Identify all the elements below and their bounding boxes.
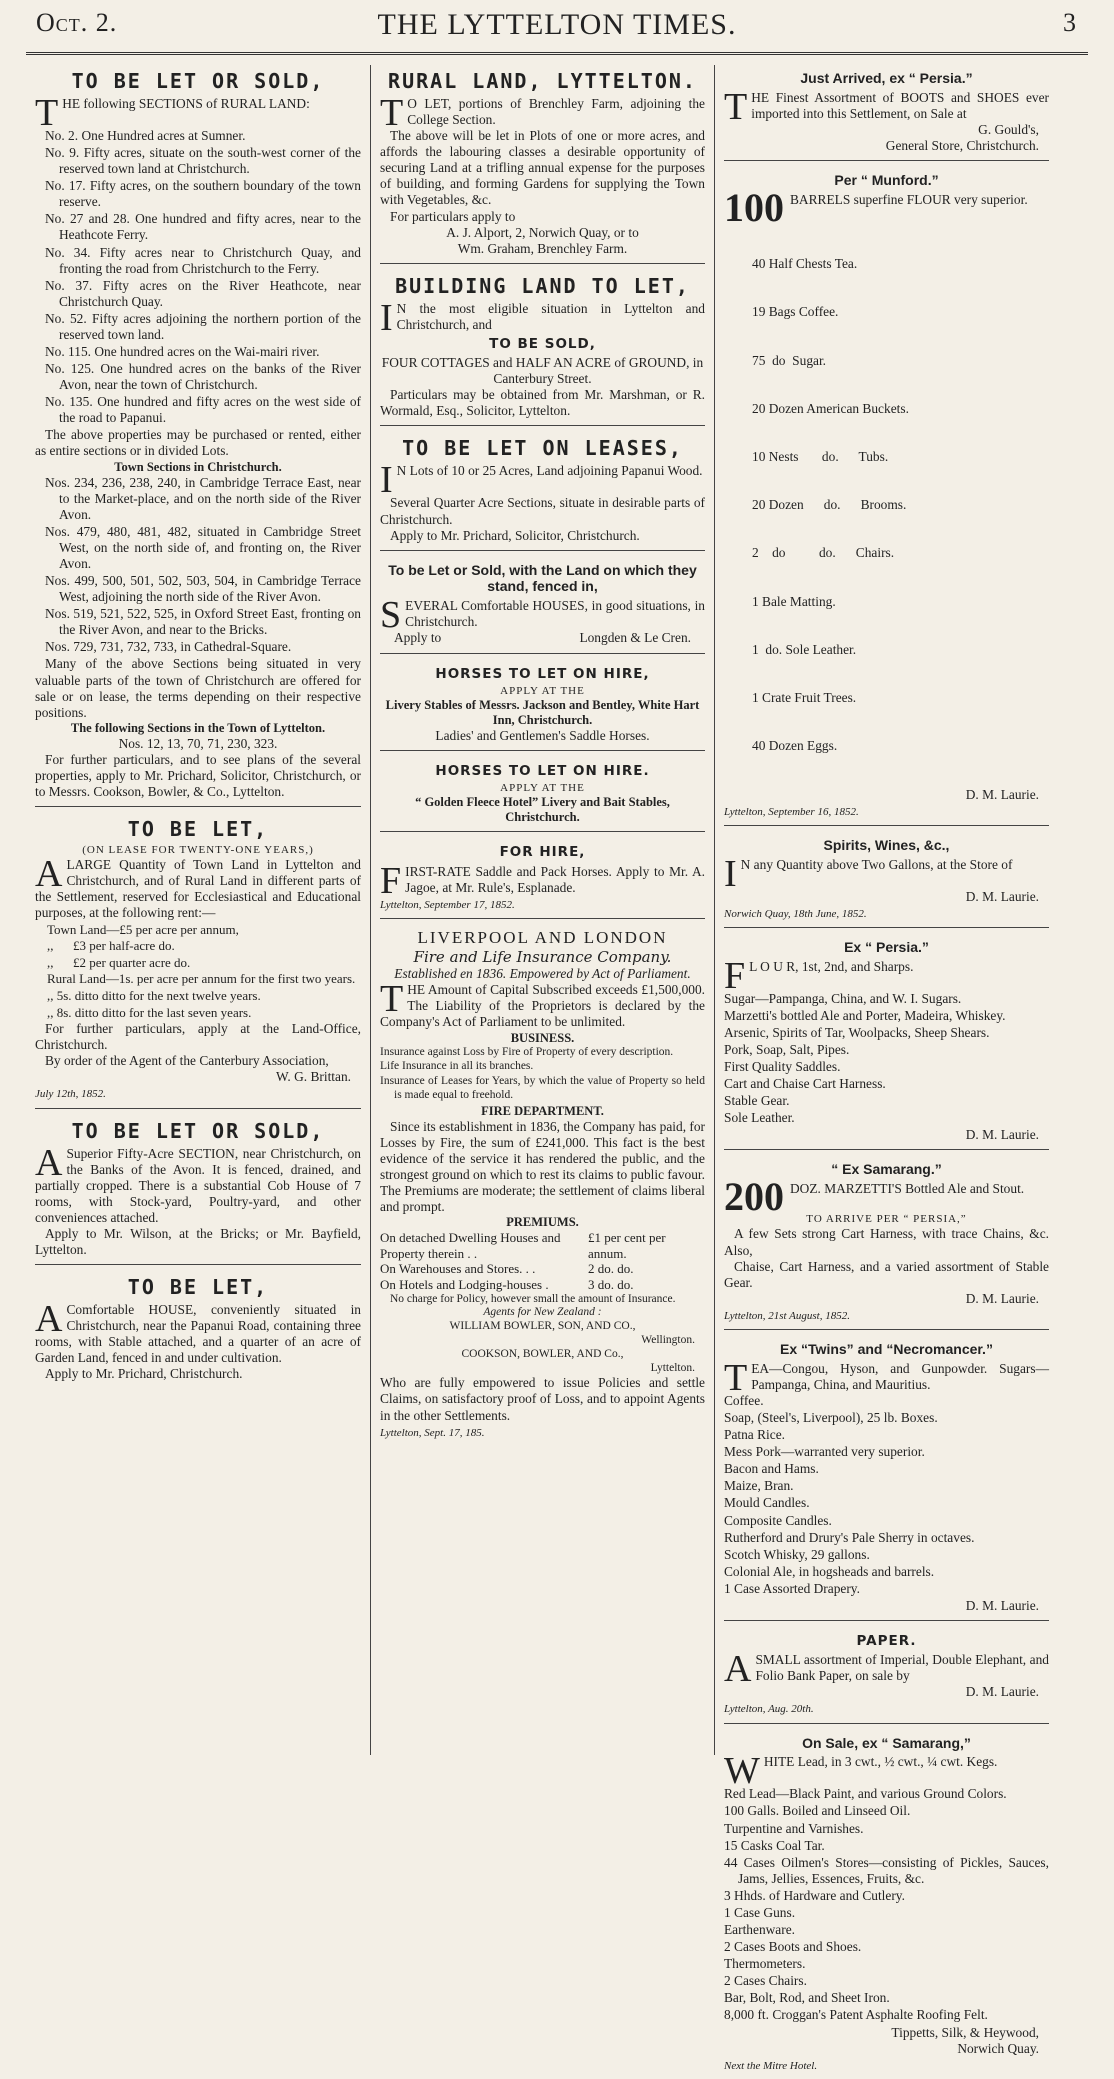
list-item: Patna Rice. [724,1427,785,1443]
issue-date: Oct. 2. [36,8,118,37]
list-item: Sole Leather. [724,1110,795,1126]
agent-location: Lyttelton. [650,1361,695,1374]
drop-cap: T [724,1356,748,1399]
ad-subheading: The following Sections in the Town of Lyttelton. [70,720,326,735]
list-item: 15 Casks Coal Tar. [724,1837,825,1853]
ad-paragraph: For further particulars, and to see plans of the several properties, apply to Mr. Prichard, Solicitor, Christchurch, or to Messrs. Cookson, Bowler, & Co., Lyttelton. [35,751,361,799]
rent-item: Rural Land—1s. per acre per annum for the first two years. [47,971,356,987]
list-item: No. 17. Fifty acres, on the southern boundary of the town reserve. [45,178,361,210]
drop-cap: A [35,1298,63,1341]
drop-cap: T [380,92,404,134]
ad-heading: Spirits, Wines, &c., [823,836,950,853]
list-item: 44 Cases Oilmen's Stores—consisting of Pickles, Sauces, Jams, Jellies, Essences, Fruits, &c. [724,1854,1049,1886]
list-item: 1 Case Assorted Drapery. [724,1580,860,1596]
list-item: Nos. 519, 521, 522, 525, in Oxford Street East, fronting on the River Avon, and near to the Bricks. [45,606,361,638]
column-2 [370,65,714,1755]
ad-body: DOZ. MARZETTI'S Bottled Ale and Stout. [790,1181,1025,1197]
ad-paragraph: A few Sets strong Cart Harness, with trace Chains, &c. Also, [724,1226,1049,1258]
ad-subheading: TO ARRIVE PER “ PERSIA,” [806,1213,967,1226]
ad-paragraph: The above properties may be purchased or rented, either as entire sections or in divided Lots. [35,427,361,459]
list-item: Red Lead—Black Paint, and various Ground Colors. [724,1786,1007,1802]
list-item: Bar, Bolt, Rod, and Sheet Iron. [724,1990,890,2006]
ad-subheading: TO BE SOLD, [489,335,596,352]
list-item: 20 Dozen do. Brooms. [752,497,907,513]
table-cell: 3 do. do. [588,1277,634,1292]
list-item: 2 Cases Boots and Shoes. [724,1939,862,1955]
list-item: 100 Galls. Boiled and Linseed Oil. [724,1803,911,1819]
list-item: 1 Case Guns. [724,1904,796,1920]
ad-contact-line [380,630,705,646]
rent-item: ,, 5s. ditto ditto for the next twelve years. [47,987,261,1003]
ad-heading: HORSES TO LET ON HIRE. [435,762,650,779]
list-item: Mess Pork—warranted very superior. [724,1444,925,1460]
columns [26,65,1088,2072]
drop-cap: I [724,852,737,895]
ad-ex-samarang-ale [724,1156,1049,1330]
drop-cap: I [380,459,393,502]
ad-heading: Ex “Twins” and “Necromancer.” [780,1341,993,1358]
ad-ex-persia [724,934,1049,1151]
ad-heading: PAPER. [856,1633,917,1649]
ad-body: L O U R, 1st, 2nd, and Sharps. [749,958,914,974]
list-item: Nos. 479, 480, 481, 482, situated in Cambridge Street West, on the north side of, and fronting on, the River Avon. [45,523,361,571]
ad-heading: Ex “ Persia.” [844,938,929,955]
list-item: 10 Nests do. Tubs. [752,449,889,464]
list-item: No. 125. One hundred acres on the banks of the River Avon, near the town of Christchurch. [45,361,361,393]
drop-cap: A [724,1648,752,1691]
established: Established en 1836. Empowered by Act of Parliament. [394,966,691,982]
ad-paragraph: For particulars apply to [390,208,516,224]
ad-heading: “ Ex Samarang.” [831,1161,942,1178]
ad-body: N the most eligible situation in Lyttelton and Christchurch, and [396,300,705,332]
ad-subheading: FIRE DEPARTMENT. [481,1103,604,1118]
list-item: 75 do Sugar. [752,352,827,368]
list-item: No. 9. Fifty acres, situate on the south-west corner of the reserved town land at Christchurch. [45,145,361,177]
signature: D. M. Laurie. [965,1684,1039,1700]
signature: Norwich Quay. [957,2040,1039,2056]
ad-contact: Wm. Graham, Brenchley Farm. [457,240,628,256]
list-item: Nos. 234, 236, 238, 240, in Cambridge Terrace East, near to the Market-place, and on the north side of the River Avon. [45,474,361,522]
list-item: Maize, Bran. [724,1478,794,1494]
drop-cap: T [380,978,404,1021]
drop-cap: F [724,954,746,997]
ad-paragraph: Particulars may be obtained from Mr. Marshman, or R. Wormald, Esq., Solicitor, Lyttelton. [380,387,705,419]
column-1 [26,65,370,1755]
ad-date: Lyttelton, Aug. 20th. [724,1703,814,1716]
ad-heading: BUILDING LAND TO LET, [395,273,690,298]
ad-body: LARGE Quantity of Town Land in Lyttelton and Christchurch, and of Rural Land in different parts of the Settlement, reserved for Ecclesiastical and Educational purposes, at the following rent:— [35,857,361,921]
list-item: Pork, Soap, Salt, Pipes. [724,1042,850,1057]
list-item: No. 135. One hundred and fifty acres on the west side of the road to Papanui. [45,394,361,426]
ad-rural-land-sale [35,65,361,807]
ad-rural-land-lyttelton [380,65,705,264]
table-row [380,1230,705,1261]
ad-paragraph: The above will be let in Plots of one or more acres, and affords the labouring classes a desirable opportunity of securing Land at a trifling annual expense for the purposes of building, and forming Gardens for supplying the Town with Vegetables, &c. [380,128,705,208]
ad-spirits-wines [724,832,1049,928]
list-item: Scotch Whisky, 29 gallons. [724,1546,870,1562]
drop-cap: F [380,859,402,902]
ad-paragraph: Since its establishment in 1836, the Company has paid, for Losses by Fire, the sum of £241,000. This fact is the best evidence of the service it has rendered the public, and the strongest ground on which to rest its claims to public favour. The Premiums are moderate; the settlement of claims liberal and prompt. [380,1118,706,1215]
ad-date: Lyttelton, September 17, 1852. [380,898,515,911]
ad-heading: TO BE LET ON LEASES, [402,436,683,461]
goods-list [724,224,1049,787]
ad-heading: TO BE LET, [127,817,269,842]
list-item: Marzetti's bottled Ale and Porter, Madeira, Whiskey. [724,1007,1006,1023]
list-item: Mould Candles. [724,1495,810,1511]
ad-horses-hire-2 [380,757,705,832]
ad-heading: On Sale, ex “ Samarang,” [802,1734,971,1751]
table-row [380,1261,705,1277]
agent-name: WILLIAM BOWLER, SON, AND CO., [449,1320,636,1333]
list-item: Bacon and Hams. [724,1461,819,1477]
list-item: Rutherford and Drury's Pale Sherry in octaves. [724,1529,975,1545]
list-item: No. 52. Fifty acres adjoining the northern portion of the reserved town land. [45,310,361,342]
ad-heading: HORSES TO LET ON HIRE, [435,665,650,682]
section-list [35,128,361,426]
list-item: Earthenware. [724,1922,796,1938]
drop-cap: S [380,594,402,637]
list-item: Coffee. [724,1392,764,1408]
ad-subheading: PREMIUMS. [506,1215,579,1230]
town-section-list [35,475,361,656]
ad-footer: Next the Mitre Hotel. [724,2059,818,2072]
big-number: 100 [724,184,784,230]
contact-name: Longden & Le Cren. [579,630,691,646]
list-item: First Quality Saddles. [724,1059,841,1075]
ad-insurance [380,925,705,1446]
ad-horses-hire-1 [380,660,705,751]
list-item: Composite Candles. [724,1512,832,1528]
list-item: 20 Dozen American Buckets. [752,400,909,416]
ad-paragraph: Chaise, Cart Harness, and a varied assortment of Stable Gear. [724,1258,1049,1290]
ad-lease-land [35,813,361,1109]
table-cell: £1 per cent per annum. [588,1230,666,1261]
list-item: Insurance of Leases for Years, by which the value of Property so held is made equal to freehold. [380,1075,705,1101]
ad-heading: RURAL LAND, LYTTELTON. [388,69,697,93]
list-item: 3 Hhds. of Hardware and Cutlery. [724,1887,905,1903]
ad-houses-let-or-sold [380,557,705,654]
ad-paragraph: For further particulars, apply at the Land-Office, Christchurch. [35,1021,361,1053]
ad-paragraph: Apply to Mr. Wilson, at the Bricks; or Mr. Bayfield, Lyttelton. [35,1226,361,1258]
premiums-table [380,1230,705,1292]
ad-subheading: APPLY AT THE [500,684,585,697]
ad-contact: A. J. Alport, 2, Norwich Quay, or to [446,224,639,240]
ad-body: O LET, portions of Brenchley Farm, adjoining the College Section. [407,96,705,128]
column-3 [714,65,1058,2072]
ad-paragraph: Ladies' and Gentlemen's Saddle Horses. [435,727,650,743]
ad-heading: TO BE LET OR SOLD, [71,1118,325,1143]
company-name: Fire and Life Insurance Company. [413,948,672,967]
big-number: 200 [724,1174,784,1220]
ad-munford [724,167,1049,826]
ad-body: Livery Stables of Messrs. Jackson and Bentley, White Hart Inn, Christchurch. [385,697,700,727]
drop-cap: W [724,1750,760,1793]
list-item: 40 Half Chests Tea. [752,256,858,272]
ad-fifty-acre-section [35,1115,361,1266]
signature: D. M. Laurie. [965,1127,1039,1143]
ad-body: Superior Fifty-Acre SECTION, near Christchurch, on the Banks of the Avon. It is fenced, drained, and partially cropped. There is a substantial Cob House of 7 rooms, with Stock-yard, Poultry-yard, and other conveniences attached. [35,1145,361,1225]
ad-paragraph: Who are fully empowered to issue Policies and settle Claims, on satisfactory proof of Loss, and to appoint Agents in the other Settlements. [380,1375,705,1423]
ad-subheading: APPLY AT THE [500,782,585,795]
page-number: 3 [1063,8,1076,37]
ad-body: SMALL assortment of Imperial, Double Elephant, and Folio Bank Paper, on sale by [755,1652,1049,1684]
ad-body: IRST-RATE Saddle and Pack Horses. Apply to Mr. A. Jagoe, at Mr. Rule's, Esplanade. [405,863,705,895]
list-item: 1 Crate Fruit Trees. [752,690,857,706]
list-item: No. 34. Fifty acres near to Christchurch Quay, and fronting the road from Christchurch to the Ferry. [45,244,361,276]
list-item: 8,000 ft. Croggan's Patent Asphalte Roofing Felt. [724,2007,988,2023]
ad-subheading: (ON LEASE FOR TWENTY-ONE YEARS,) [82,844,314,857]
ad-boots-shoes [724,65,1049,161]
ad-paragraph: Apply to Mr. Prichard, Solicitor, Christchurch. [390,527,640,543]
ad-date: July 12th, 1852. [35,1088,106,1101]
ad-heading: To be Let or Sold, with the Land on which they stand, fenced in, [388,561,697,595]
ad-let-on-leases [380,432,705,550]
list-item: Cart and Chaise Cart Harness. [724,1076,886,1092]
drop-cap: A [35,1141,63,1184]
ad-paper [724,1627,1049,1724]
ad-building-land [380,270,705,427]
drop-cap: T [724,85,748,128]
ad-paragraph: Many of the above Sections being situated in very valuable parts of the town of Christchurch are offered for sale or on lease, the terms depending on their respective positions. [35,656,361,720]
signature: G. Gould's, [978,121,1039,137]
signature: Tippetts, Silk, & Heywood, [891,2024,1039,2040]
table-cell: On detached Dwelling Houses and Property therein . . [380,1230,561,1261]
list-item: Soap, (Steel's, Liverpool), 25 lb. Boxes. [724,1410,938,1426]
list-item: No. 37. Fifty acres on the River Heathcote, near Christchurch Quay. [45,277,361,309]
ad-house-to-let [35,1271,361,1388]
agent-name: COOKSON, BOWLER, AND Co., [461,1347,624,1360]
drop-cap: A [35,853,63,896]
table-cell: 2 do. do. [588,1261,634,1277]
ad-heading: LIVERPOOL AND LONDON [417,927,668,947]
table-row [380,1277,705,1293]
list-item: 1 Bale Matting. [752,593,836,609]
ad-heading: Per “ Munford.” [834,172,939,189]
rent-item: ,, £2 per quarter acre do. [47,954,191,970]
ad-body: EA—Congou, Hyson, and Gunpowder. Sugars—Pampanga, China, and Mauritius. [751,1360,1049,1392]
ad-body: EVERAL Comfortable HOUSES, in good situations, in Christchurch. [405,598,705,630]
ad-date: Lyttelton, Sept. 17, 185. [380,1426,485,1439]
drop-cap: I [380,296,393,339]
ad-paragraph: Several Quarter Acre Sections, situate in desirable parts of Christchurch. [380,495,705,527]
list-item: No. 2. One Hundred acres at Sumner. [45,128,246,143]
ad-body: HE Finest Assortment of BOOTS and SHOES ever imported into this Settlement, on Sale at [751,89,1049,121]
signature: D. M. Laurie. [965,1597,1039,1613]
ad-body: N Lots of 10 or 25 Acres, Land adjoining Papanui Wood. [396,463,703,479]
ad-subheading: BUSINESS. [510,1030,575,1045]
list-item: Thermometers. [724,1956,806,1972]
list-item: Arsenic, Spirits of Tar, Woolpacks, Sheep Shears. [724,1024,990,1040]
newspaper-title: THE LYTTELTON TIMES. [377,8,737,41]
list-item: Sugar—Pampanga, China, and W. I. Sugars. [724,990,962,1006]
signature: W. G. Brittan. [275,1069,351,1085]
list-item: Nos. 499, 500, 501, 502, 503, 504, in Cambridge Terrace West, adjoining the north side of the River Avon. [45,573,361,605]
ad-body: BARRELS superfine FLOUR very superior. [790,191,1028,207]
masthead [26,0,1088,55]
agent-location: Wellington. [641,1333,695,1346]
ad-date: Norwich Quay, 18th June, 1852. [724,907,867,920]
ad-heading: FOR HIRE, [499,844,586,861]
ad-on-sale-samarang [724,1730,1049,2079]
ad-paragraph: Apply to Mr. Prichard, Christchurch. [45,1366,243,1382]
table-cell: On Warehouses and Stores. . . [380,1261,536,1277]
list-item: Stable Gear. [724,1093,790,1109]
ad-body: Comfortable HOUSE, conveniently situated in Christchurch, near the Papanui Road, containing three rooms, with Stable attached, and a quarter of an acre of Garden Land, fenced in and under cultivation. [35,1302,361,1366]
ad-subheading: Town Sections in Christchurch. [114,459,282,474]
ad-for-hire [380,838,705,919]
rent-item: ,, 8s. ditto ditto for the last seven years. [47,1004,252,1020]
signature: D. M. Laurie. [965,786,1039,802]
ad-date: Lyttelton, 21st August, 1852. [724,1309,850,1322]
ad-paragraph: By order of the Agent of the Canterbury Association, [45,1053,329,1069]
lyttelton-sections: Nos. 12, 13, 70, 71, 230, 323. [118,735,278,751]
ad-body: HE Amount of Capital Subscribed exceeds £1,500,000. The Liability of the Proprietors is declared by the Company's Act of Parliament to be unlimited. [380,982,705,1030]
list-item: No. 27 and 28. One hundred and fifty acres, near to the Heathcote Ferry. [45,211,361,243]
list-item: 40 Dozen Eggs. [752,738,838,754]
list-item: 1 do. Sole Leather. [752,641,857,657]
ad-body: “ Golden Fleece Hotel” Livery and Bait Stables, Christchurch. [415,795,670,825]
list-item: 2 Cases Chairs. [724,1973,807,1989]
list-item: Life Insurance in all its branches. [380,1060,534,1073]
drop-cap: T [35,92,59,134]
list-item: Insurance against Loss by Fire of Property of every description. [380,1045,674,1058]
ad-date: Lyttelton, September 16, 1852. [724,805,859,818]
list-item: No. 115. One hundred acres on the Wai-mairi river. [45,344,320,360]
signature: General Store, Christchurch. [885,138,1039,154]
ad-paragraph: FOUR COTTAGES and HALF AN ACRE of GROUND, in Canterbury Street. [381,355,704,387]
rent-item: ,, £3 per half-acre do. [47,938,175,954]
signature: D. M. Laurie. [965,888,1039,904]
ad-heading: TO BE LET OR SOLD, [71,69,325,93]
ad-heading: TO BE LET, [127,1275,269,1300]
apply-label: Apply to [394,630,442,646]
ad-body: N any Quantity above Two Gallons, at the Store of [740,856,1013,872]
agents-label: Agents for New Zealand : [483,1306,602,1319]
rent-list [35,922,361,1021]
rent-item: Town Land—£5 per acre per annum, [47,921,239,937]
list-item: 2 do do. Chairs. [752,545,895,561]
ad-intro: HE following SECTIONS of RURAL LAND: [62,96,310,111]
ad-heading: Just Arrived, ex “ Persia.” [800,70,973,86]
ad-twins-necromancer [724,1336,1049,1621]
list-item: 19 Bags Coffee. [752,304,839,320]
ad-paragraph: No charge for Policy, however small the amount of Insurance. [390,1292,676,1305]
ad-body: HITE Lead, in 3 cwt., ½ cwt., ¼ cwt. Kegs. [763,1754,998,1770]
signature: D. M. Laurie. [965,1290,1039,1306]
list-item: Nos. 729, 731, 732, 733, in Cathedral-Square. [45,639,292,655]
list-item: Turpentine and Varnishes. [724,1820,864,1836]
table-cell: On Hotels and Lodging-houses . [380,1277,549,1292]
list-item: Colonial Ale, in hogsheads and barrels. [724,1563,935,1579]
